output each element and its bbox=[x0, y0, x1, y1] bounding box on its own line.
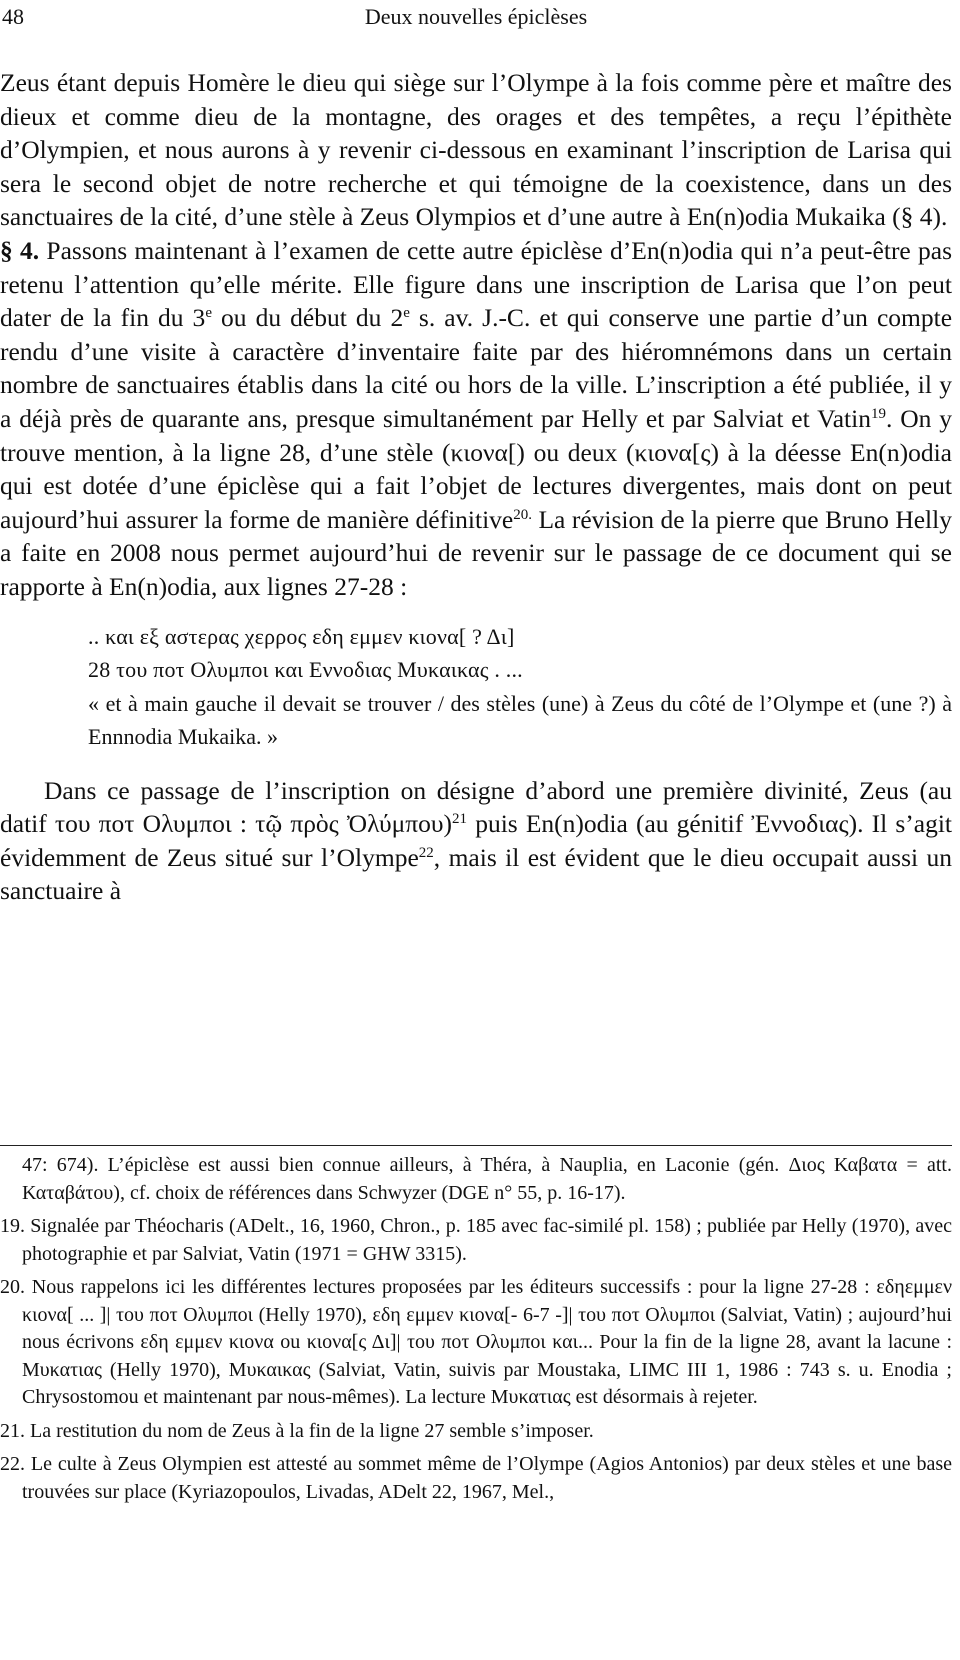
paragraph-3-text-b: puis En(n)odia (au génitif Ἐννοδιας). Il s’agit évidemment de Zeus situé sur l’Olympe bbox=[0, 809, 952, 872]
inscription-quote bbox=[88, 620, 952, 754]
footnote-ref-22[interactable]: 22 bbox=[418, 844, 434, 861]
paragraph-2 bbox=[0, 234, 952, 604]
paragraph-2-text-e: La révision de la pierre que Bruno Helly a faite en 2008 nous permet aujourd’hui de revenir sur le passage de ce document qui se rapporte à En(n)odia, aux lignes 27-28 : bbox=[0, 504, 952, 601]
footnote-20: 20. Nous rappelons ici les différentes lectures proposées par les éditeurs successifs : pour la ligne 27-28 : εδηεμμεν κιονα[ ... ]| του ποτ Ολυμποι (Helly 1970), εδη εμμεν κιονα[- 6-7 -]| του ποτ Ολυμποι (Salviat, Vatin) ; aujourd’hui nous écrivons εδη εμμεν κιονα ou κιονα[ς Δι]| του ποτ Ολυμποι και... Pour la fin de la ligne 28, avant la lacune : Μυκατιας (Helly 1970), Μυκαικας (Salviat, Vatin, suivis par Moustaka, LIMC III 1, 1986 : 743 s. u. Enodia ; Chrysostomou et maintenant par nous-mêmes). La lecture Μυκατιας est désormais à rejeter. bbox=[0, 1276, 952, 1408]
footnote-continuation: 47: 674). L’épiclèse est aussi bien connue ailleurs, à Théra, à Nauplia, en Laconie (gén. Διος Καβατα = att. Καταβάτου), cf. choix de références dans Schwyzer (DGE n° 55, p. 16-17). bbox=[22, 1154, 952, 1204]
footnote-ref-20[interactable]: 20. bbox=[513, 506, 532, 523]
footnote-ref-21[interactable]: 21 bbox=[452, 811, 468, 828]
superscript-e: e bbox=[403, 305, 410, 322]
footnote-ref-19[interactable]: 19 bbox=[870, 405, 886, 422]
paragraph-2-text-d: . On y trouve mention, à la ligne 28, d’une stèle (κιονα[) ou deux (κιονα[ς) à la déesse En(n)odia qui est dotée d’une épiclèse qui a fait l’objet de lectures divergentes, mais dont on peut aujourd’hui assurer la forme de manière définitive bbox=[0, 403, 952, 534]
footnote-22: 22. Le culte à Zeus Olympien est attesté au sommet même de l’Olympe (Agios Antonios) par deux stèles et une base trouvées sur place (Kyriazopoulos, Livadas, ADelt 22, 1967, Mel., bbox=[0, 1453, 952, 1503]
paragraph-2-text-c: s. av. J.-C. et qui conserve une partie d’un compte rendu d’une visite à caractère d’inventaire faite par des hiéromnémons dans un certain nombre de sanctuaires établis dans la cité ou hors de la ville. L’inscription a été publiée, il y a déjà près de quarante ans, presque simultanément par Helly et par Salviat et Vatin bbox=[0, 303, 953, 433]
inscription-translation: « et à main gauche il devait se trouver / des stèles (une) à Zeus du côté de l’Olympe et (une ?) à Ennnodia Mukaika. » bbox=[88, 690, 952, 749]
running-title: Deux nouvelles épiclèses bbox=[364, 4, 588, 29]
paragraph-1: Zeus étant depuis Homère le dieu qui siège sur l’Olympe à la fois comme père et maître des dieux et comme dieu de la montagne, des orages et des tempêtes, a reçu l’épithète d’Olympien, et nous aurons à y revenir ci-dessous en examinant l’inscription de Larisa qui sera le second objet de notre recherche et qui témoigne de la coexistence, dans un des sanctuaires de la cité, d’une stèle à Zeus Olympios et d’une autre à En(n)odia Mukaika (§ 4). bbox=[0, 68, 952, 232]
footnote-separator bbox=[0, 1145, 952, 1146]
section-marker: § 4. bbox=[0, 235, 40, 265]
footnote-19: 19. Signalée par Théocharis (ADelt., 16, 1960, Chron., p. 185 avec fac-similé pl. 158) ; publiée par Helly (1970), avec photographie et par Salviat, Vatin (1971 = GHW 3315). bbox=[0, 1215, 952, 1265]
inscription-line-28: 28 του ποτ Ολυμποι και Εννοδιας Μυκαικας . ... bbox=[88, 657, 523, 682]
paragraph-2-text-a: Passons maintenant à l’examen de cette autre épiclèse d’En(n)odia qui n’a peut-être pas retenu l’attention qu’elle mérite. Elle figure dans une inscription de Larisa que l’on peut dater de la fin du 3 bbox=[0, 235, 953, 333]
footnote-21: 21. La restitution du nom de Zeus à la fin de la ligne 27 semble s’imposer. bbox=[0, 1419, 594, 1442]
footnotes bbox=[0, 1152, 952, 1512]
main-text bbox=[0, 66, 952, 908]
inscription-line-27: .. και εξ αστερας χερρος εδη εμμεν κιονα[ ? Δι] bbox=[88, 623, 515, 649]
running-header bbox=[0, 2, 952, 32]
paragraph-3-text-c: , mais il est évident que le dieu occupait aussi un sanctuaire à bbox=[0, 842, 952, 906]
paragraph-3-text-a: Dans ce passage de l’inscription on désigne d’abord une première divinité, Zeus (au datif του ποτ Ολυμποι : τῷ πρὸς Ὀλύμπου) bbox=[0, 775, 952, 839]
page-number: 48 bbox=[2, 4, 24, 29]
superscript-e: e bbox=[205, 305, 212, 322]
paragraph-2-text-b: ou du début du 2 bbox=[211, 303, 404, 333]
paragraph-3 bbox=[0, 774, 952, 908]
